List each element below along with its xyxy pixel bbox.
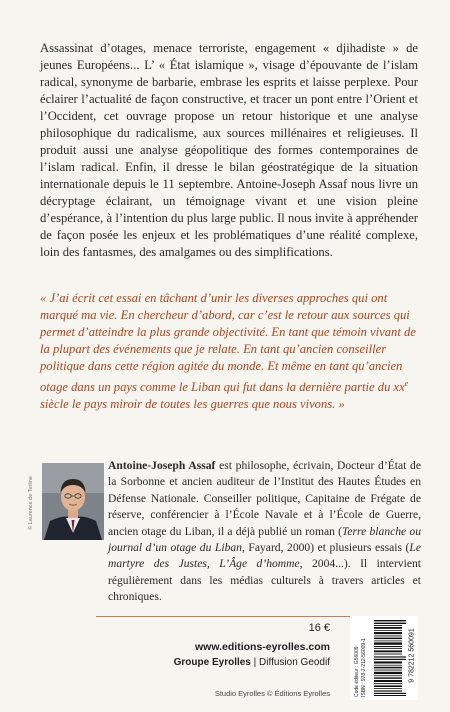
- author-portrait-image: [42, 463, 104, 540]
- quote-text-end: siècle le pays miroir de toutes les guerres que nous vivons. »: [40, 397, 345, 412]
- quote-text: « J’ai écrit cet essai en tâchant d’unir les diverses approches qui ont marqué ma vie. En chercheur d’abord, car c’est le retour aux sources qui permet d’atteindre la plus grande objectivité. En tant que témoin vivant de la plupart des événements que je relate. En tant qu’ancien conseiller politique dans cette région agitée du monde. Et même en tant qu’ancien otage dans un pays comme le Liban qui fut dans la dernière partie du: [40, 291, 416, 395]
- price: 16 €: [308, 622, 330, 634]
- publisher-group: Groupe Eyrolles: [173, 657, 251, 668]
- author-quote: [40, 290, 418, 413]
- publisher-diffusion: Diffusion Geodif: [259, 657, 330, 668]
- publisher-website: www.editions-eyrolles.com: [195, 641, 330, 653]
- author-bio: [108, 458, 421, 606]
- barcode-codes: [350, 616, 372, 700]
- quote-century: xx: [393, 380, 405, 395]
- barcode-icon: [374, 620, 406, 696]
- isbn: ISBN : 978-2-212-56009-1: [361, 638, 367, 697]
- quote-century-sup: e: [404, 379, 409, 388]
- studio-credit: Studio Eyrolles © Éditions Eyrolles: [214, 689, 330, 698]
- publisher-separator: |: [250, 657, 260, 668]
- bio-part-1: est philosophe, écrivain, Docteur d’État de la Sorbonne et ancien auditeur de l’Institut des Hautes Études en Défense Nationale. Conseiller politique, Capitaine de Frégate de réserve, conférencier à l’École Navale et à l’École de Guerre, ancien otage du Liban, il a déjà publié un roman (: [108, 459, 421, 538]
- code-editeur: Code éditeur : G56009: [354, 646, 360, 697]
- author-name: Antoine-Joseph Assaf: [108, 459, 216, 472]
- barcode-block: [350, 616, 418, 700]
- back-cover-blurb: [40, 40, 418, 261]
- author-photo: [42, 463, 104, 540]
- publisher-line: [140, 657, 330, 668]
- photo-credit: © Laurence de Terline: [28, 476, 34, 530]
- bio-book-1: Terre blanche ou journal d’un otage du Liban: [108, 524, 422, 555]
- bio-book-2: Le martyre des Justes, L’Âge d’homme: [108, 541, 421, 571]
- bio-part-3: , 2004...). Il intervient régulièrement dans les médias culturels à travers articles et chroniques.: [108, 557, 421, 604]
- blurb-text: Assassinat d’otages, menace terroriste, engagement « djihadiste » de jeunes Européens... L’ « État islamique », visage d’épouvante de l’islam radical, synonyme de barbarie, embrase les esprits et laisse perplexe. Pour éclairer l’actualité de façon constructive, et tracer un pont entre l’Orient et l’Occident, cet ouvrage propose un retour historique et une analyse philosophique du radicalisme, aux sources millénaires et religieuses. Il produit aussi une analyse géopolitique des formes contemporaines de l’islam radical. Enfin, il dresse le bilan géostratégique de la situation internationale depuis le 11 septembre. Antoine-Joseph Assaf nous livre un décryptage éclairant, un témoignage vivant et une vision pleine d’espérance, à l’intention du plus large public. Il nous invite à appréhender de façon posée les enjeux et les problématiques d’une réalité complexe, loin des fantasmes, des amalgames ou des simplifications.: [40, 41, 418, 259]
- bio-part-2: , Fayard, 2000) et plusieurs essais (: [241, 541, 410, 555]
- barcode-number: 9 782212 560091: [408, 628, 416, 683]
